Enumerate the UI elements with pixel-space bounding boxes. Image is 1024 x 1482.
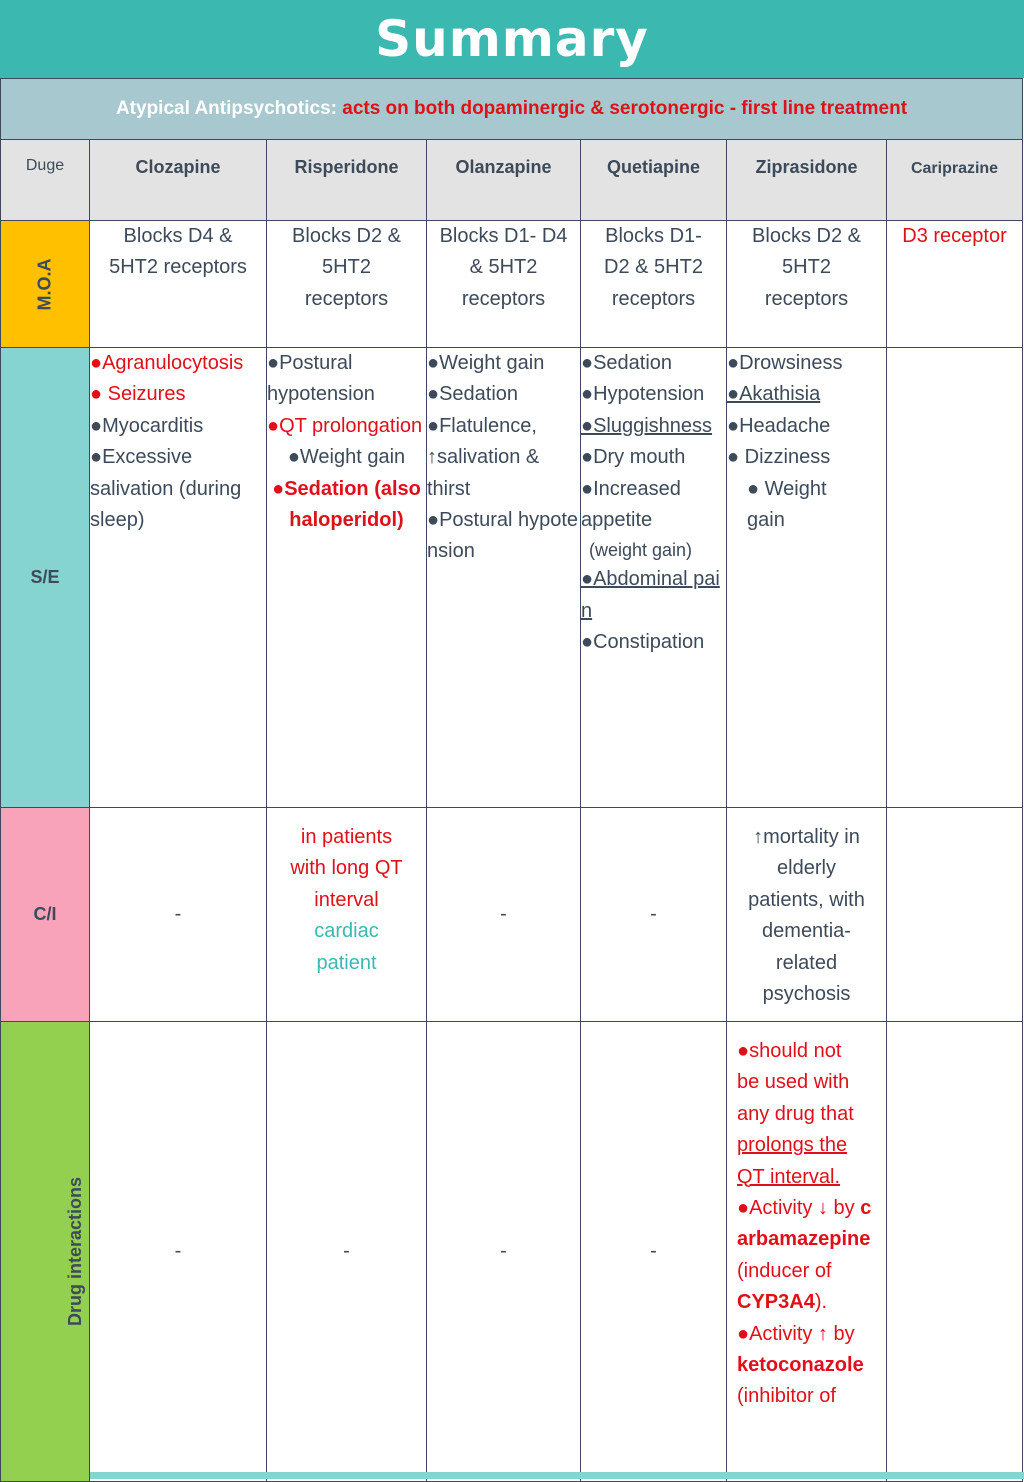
di-label-cell [1, 1022, 90, 1482]
se-item: ● Weight gain [747, 477, 827, 532]
se-risperidone [267, 348, 427, 808]
moa-line: receptors [764, 287, 849, 310]
moa-line: D2 & 5HT2 [604, 256, 703, 279]
se-row [1, 348, 1023, 808]
se-item: ●Dry mouth [581, 446, 686, 469]
moa-line: Blocks D2 & [292, 225, 401, 247]
header-drug-label-cell [1, 140, 90, 221]
se-item: ●Sedation [427, 383, 519, 406]
di-item [737, 1193, 878, 1319]
moa-line: 5HT2 [782, 256, 831, 279]
se-item: ● Dizziness [727, 446, 831, 469]
moa-clozapine [90, 221, 267, 348]
se-cariprazine [887, 348, 1023, 808]
header-ziprasidone: Ziprasidone [755, 157, 858, 177]
se-item: ●Weight gain [427, 352, 545, 374]
di-text: (inducer of [737, 1259, 832, 1282]
moa-row [1, 221, 1023, 348]
moa-line: Blocks D4 & [123, 225, 233, 247]
header-row [1, 140, 1023, 221]
se-label-cell [1, 348, 90, 808]
header-cell [267, 140, 427, 221]
ci-label-cell [1, 808, 90, 1022]
se-item: ●Akathisia [727, 383, 821, 406]
subtitle-description: acts on both dopaminergic & serotonergic - first line treatment [342, 98, 908, 119]
moa-label-cell [1, 221, 90, 348]
se-olanzapine [427, 348, 581, 808]
subtitle-lead: Atypical Antipsychotics: [115, 98, 337, 119]
se-item: ●Hypotension [581, 383, 705, 406]
se-item: ●Drowsiness [727, 352, 843, 374]
se-item: ●Myocarditis [90, 414, 204, 437]
se-item: ●QT prolongation [267, 414, 423, 437]
header-risperidone: Risperidone [294, 157, 399, 177]
header-cell [727, 140, 887, 221]
header-cell [887, 140, 1023, 221]
ci-ziprasidone: ↑mortality in elderly patients, with dementia-related psychosis [727, 808, 887, 1022]
se-item: (weight gain) [589, 540, 693, 561]
se-item: ●Abdominal pain [581, 568, 720, 622]
moa-line: & 5HT2 [469, 256, 538, 279]
ci-olanzapine: - [427, 808, 581, 1022]
header-cell [427, 140, 581, 221]
header-clozapine: Clozapine [135, 157, 221, 177]
se-item: ● Seizures [90, 383, 186, 406]
moa-line: receptors [304, 287, 389, 310]
di-row [1, 1022, 1023, 1482]
di-risperidone: - [267, 1022, 427, 1482]
se-item: ●Excessive salivation (during sleep) [90, 446, 242, 532]
di-clozapine: - [90, 1022, 267, 1482]
header-cell [90, 140, 267, 221]
se-item: ●Agranulocytosis [90, 352, 244, 374]
header-cell [581, 140, 727, 221]
ci-row [1, 808, 1023, 1022]
header-quetiapine: Quetiapine [606, 157, 700, 177]
di-olanzapine: - [427, 1022, 581, 1482]
se-label: S/E [30, 567, 60, 587]
ci-label: C/I [33, 904, 57, 924]
se-item: ●Weight gain [287, 446, 406, 469]
se-item: ●Sedation (also haloperidol) [272, 477, 421, 532]
moa-ziprasidone [727, 221, 887, 348]
di-drug: ketoconazole [737, 1354, 864, 1377]
bottom-strip [90, 1472, 1024, 1479]
se-item: ●Flatulence, ↑salivation & thirst [427, 414, 540, 500]
di-ziprasidone [727, 1022, 887, 1482]
di-drug: carbamazepine [737, 1197, 872, 1251]
moa-line: 5HT2 receptors [109, 256, 247, 279]
di-text: ●Activity ↓ by [737, 1197, 855, 1220]
di-cariprazine [887, 1022, 1023, 1482]
ci-quetiapine: - [581, 808, 727, 1022]
se-item: ●Sluggishness [581, 414, 713, 437]
di-item [737, 1319, 878, 1413]
ci-cariprazine [887, 808, 1023, 1022]
header-drug-label: Duge [25, 157, 65, 174]
summary-table [0, 78, 1023, 1482]
ci-risperidone [267, 808, 427, 1022]
ci-text-extra: cardiac patient [314, 920, 379, 974]
se-clozapine [90, 348, 267, 808]
moa-line: D3 receptor [902, 225, 1007, 247]
di-text: (inhibitor of [737, 1385, 836, 1408]
se-item: ●Headache [727, 414, 831, 437]
se-item: ●Sedation [581, 352, 673, 374]
ci-clozapine: - [90, 808, 267, 1022]
moa-risperidone [267, 221, 427, 348]
moa-line: Blocks D2 & [752, 225, 861, 247]
moa-line: Blocks D1- [605, 225, 702, 247]
di-item: ●should not be used with any drug that [737, 1040, 854, 1125]
moa-cariprazine [887, 221, 1023, 348]
se-item: ●Increased appetite [581, 477, 681, 532]
moa-label: M.O.A [34, 258, 55, 310]
di-text: ●Activity ↑ by [737, 1322, 855, 1345]
page-title: Summary [0, 0, 1024, 78]
subtitle-banner [1, 79, 1023, 140]
moa-line: receptors [611, 287, 696, 310]
se-item: ●Postural hypotension [267, 352, 375, 406]
moa-quetiapine [581, 221, 727, 348]
di-label: Drug interactions [65, 1176, 86, 1327]
se-ziprasidone [727, 348, 887, 808]
se-item: ●Constipation [581, 631, 705, 654]
di-text: ). [814, 1291, 828, 1314]
moa-olanzapine [427, 221, 581, 348]
di-enzyme: CYP3A4 [737, 1291, 815, 1314]
header-olanzapine: Olanzapine [455, 157, 552, 177]
header-cariprazine: Cariprazine [910, 160, 999, 177]
se-quetiapine [581, 348, 727, 808]
se-item: ●Postural hypotension [427, 509, 579, 563]
moa-line: receptors [461, 287, 546, 310]
di-item-link: prolongs the QT interval. [737, 1134, 848, 1188]
ci-text: in patients with long QT interval [290, 826, 403, 911]
moa-line: Blocks D1- D4 [439, 225, 568, 247]
moa-line: 5HT2 [322, 256, 371, 279]
di-quetiapine: - [581, 1022, 727, 1482]
